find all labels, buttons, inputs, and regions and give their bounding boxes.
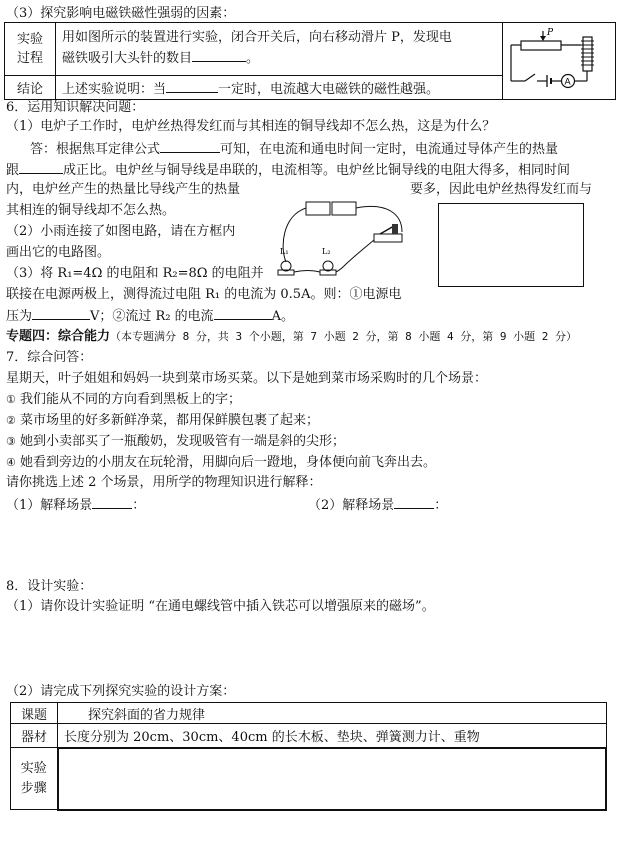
q6-answer-line3: 内，电炉丝产生的热量比导线产生的热量 要多，因此电炉丝热得发红而与 [6,182,593,197]
switch-shape [525,74,535,81]
physical-circuit-drawing [262,196,412,280]
knife-switch-shape [374,234,402,242]
answer-blank[interactable] [192,48,246,62]
q6-part1: （1）电炉子工作时，电炉丝热得发红而与其相连的铜导线却不怎么热，这是为什么？ [6,119,496,134]
table-label-equipment: 器材 [11,724,58,748]
section3-title: （3）探究影响电磁铁磁性强弱的因素： [6,6,236,21]
q7-scene-item: ① 我们能从不同的方向看到黑板上的字； [6,392,242,407]
circuit-drawing-box[interactable] [438,203,584,287]
coil-shape [583,37,592,71]
answer-blank[interactable] [214,306,272,320]
row-text-process: 用如图所示的装置进行实验，闭合开关后，向右移动滑片 P，发现电 磁铁吸引大头针的数目 。 [56,23,503,76]
q8-part2: （2）请完成下列探究实验的设计方案： [6,684,236,699]
answer-blank[interactable] [32,306,90,320]
topic4-heading: 专题四：综合能力（本专题满分 8 分，共 3 个小题，第 7 小题 2 分，第 8 小题 4 分，第 9 小题 2 分） [6,329,577,344]
answer-blank[interactable] [160,139,220,153]
lamp-label: L₂ [322,247,331,256]
answer-blank[interactable] [394,495,434,509]
battery-cell-shape [332,202,356,215]
q7-explain-1: （1）解释场景 ： [6,495,145,515]
q7-explain-2: （2）解释场景 ： [308,495,447,515]
table-label-topic: 课题 [11,703,58,724]
q6-title: 6．运用知识解决问题： [6,100,145,115]
q7-scene-item: ③ 她到小卖部买了一瓶酸奶，发现吸管有一端是斜的尖形； [6,434,346,449]
q7-intro: 星期天，叶子姐姐和妈妈一块到菜市场买菜。以下是她到菜市场采购时的几个场景： [6,371,488,386]
circuit-figure-cell [503,23,616,100]
ammeter-label: A [564,77,571,88]
q7-ask: 请你挑选上述 2 个场景，用所学的物理知识进行解释： [6,475,322,490]
q7-title: 7．综合问答： [6,350,93,365]
q6-answer-line2: 跟 成正比。电炉丝与铜导线是串联的，电流相等。电炉丝比铜导线的电阻大得多，相同时间 [6,160,570,180]
rheostat-shape [521,41,561,50]
design-plan-table [10,702,607,811]
row-label-process: 实验 过程 [5,23,56,76]
q8-title: 8．设计实验： [6,579,93,594]
answer-blank[interactable] [92,495,132,509]
lamp-label: L₁ [280,247,289,256]
q7-scene-item: ② 菜市场里的好多新鲜净菜，都用保鲜膜包裹了起来； [6,413,320,428]
section3-table [4,22,616,100]
q6-answer-line4: 其相连的铜导线却不怎么热。 [6,203,176,218]
answer-blank[interactable] [19,160,63,174]
q6-part3-line2: 联接在电源两极上，测得流过电阻 R₁ 的电流为 0.5A。则：①电源电 [6,287,402,302]
q8-part1: （1）请你设计实验证明 “在通电螺线管中插入铁芯可以增强原来的磁场”。 [6,599,435,614]
battery-cell-shape [306,202,330,215]
row-label-conclusion: 结论 [5,75,56,99]
table-value-equipment: 长度分别为 20cm、30cm、40cm 的长木板、垫块、弹簧测力计、重物 [58,724,607,748]
electromagnet-circuit-diagram [503,23,615,95]
table-label-steps: 实验 步骤 [11,748,58,810]
slider-label: P [547,28,554,38]
q7-scene-item: ④ 她看到旁边的小朋友在玩轮滑，用脚向后一蹬地，身体便向前飞奔出去。 [6,455,437,470]
answer-blank[interactable] [166,79,218,93]
steps-answer-area[interactable] [58,748,607,810]
table-value-topic: 探究斜面的省力规律 [58,703,607,724]
q6-part3-line3: 压为 V；②流过 R₂ 的电流 A。 [6,306,294,326]
q6-part2-line2: 画出它的电路图。 [6,245,111,260]
q6-part2-line1: （2）小雨连接了如图电路，请在方框内 [6,224,236,239]
row-text-conclusion: 上述实验说明：当 一定时，电流越大电磁铁的磁性越强。 [56,75,503,99]
q6-part3-line1: （3）将 R₁=4Ω 的电阻和 R₂=8Ω 的电阻并 [6,266,264,281]
q6-answer-line1: 答：根据焦耳定律公式 可知，在电流和通电时间一定时，电流通过导体产生的热量 [30,139,558,159]
